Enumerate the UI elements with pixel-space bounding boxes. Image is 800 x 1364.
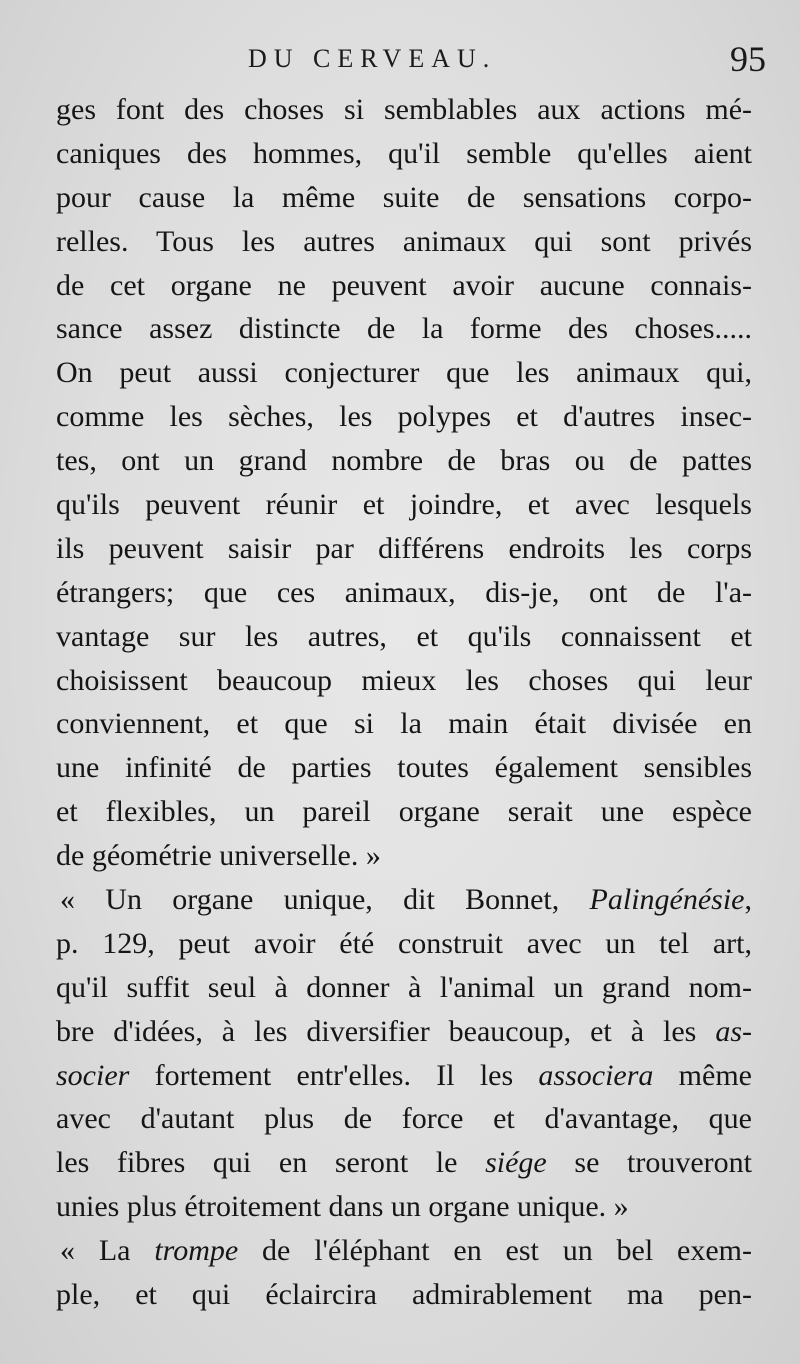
text-line: vantage sur les autres, et qu'ils connaissent et bbox=[56, 619, 752, 653]
text-line: socier fortement entr'elles. Il les associera même bbox=[56, 1058, 752, 1092]
text-line: On peut aussi conjecturer que les animaux qui, bbox=[56, 356, 752, 390]
running-head: DU CERVEAU. bbox=[248, 44, 497, 73]
text-line: « Un organe unique, dit Bonnet, Palingénésie, bbox=[60, 883, 752, 917]
text-line: de cet organe ne peuvent avoir aucune connais- bbox=[56, 268, 752, 302]
paragraph-3 bbox=[56, 1229, 752, 1317]
text-line: qu'ils peuvent réunir et joindre, et avec lesquels bbox=[56, 488, 752, 522]
text-line: « La trompe de l'éléphant en est un bel exem- bbox=[60, 1234, 753, 1268]
text-line: unies plus étroitement dans un organe unique. » bbox=[56, 1190, 629, 1224]
page-header bbox=[0, 39, 800, 84]
text-line: relles. Tous les autres animaux qui sont privés bbox=[56, 224, 752, 258]
text-line: comme les sèches, les polypes et d'autres insec- bbox=[56, 400, 752, 434]
text-line: p. 129, peut avoir été construit avec un tel art, bbox=[56, 926, 752, 960]
text-line: caniques des hommes, qu'il semble qu'elles aient bbox=[56, 136, 752, 170]
page-number: 95 bbox=[730, 39, 766, 79]
text-line: ges font des choses si semblables aux actions mé- bbox=[56, 93, 752, 126]
paragraph-1 bbox=[56, 88, 752, 878]
text-line: les fibres qui en seront le siége se trouveront bbox=[56, 1146, 752, 1180]
page-body bbox=[56, 88, 752, 1317]
text-line: ple, et qui éclaircira admirablement ma pen- bbox=[56, 1278, 752, 1312]
text-line: et flexibles, un pareil organe serait une espèce bbox=[56, 795, 752, 829]
text-line: pour cause la même suite de sensations corpo- bbox=[56, 180, 752, 214]
text-line: sance assez distincte de la forme des choses..... bbox=[56, 312, 752, 346]
paragraph-2 bbox=[56, 878, 752, 1229]
text-line: tes, ont un grand nombre de bras ou de pattes bbox=[56, 444, 752, 478]
text-line: ils peuvent saisir par différens endroits les corps bbox=[56, 531, 752, 565]
text-line: avec d'autant plus de force et d'avantage, que bbox=[56, 1102, 752, 1136]
text-line: une infinité de parties toutes également sensibles bbox=[56, 751, 752, 785]
text-line: bre d'idées, à les diversifier beaucoup, et à les as- bbox=[56, 1014, 752, 1048]
text-line: qu'il suffit seul à donner à l'animal un grand nom- bbox=[56, 970, 752, 1004]
text-line: de géométrie universelle. » bbox=[56, 839, 381, 873]
text-line: étrangers; que ces animaux, dis-je, ont de l'a- bbox=[56, 575, 752, 609]
text-line: conviennent, et que si la main était divisée en bbox=[56, 707, 752, 741]
text-line: choisissent beaucoup mieux les choses qui leur bbox=[56, 663, 752, 697]
